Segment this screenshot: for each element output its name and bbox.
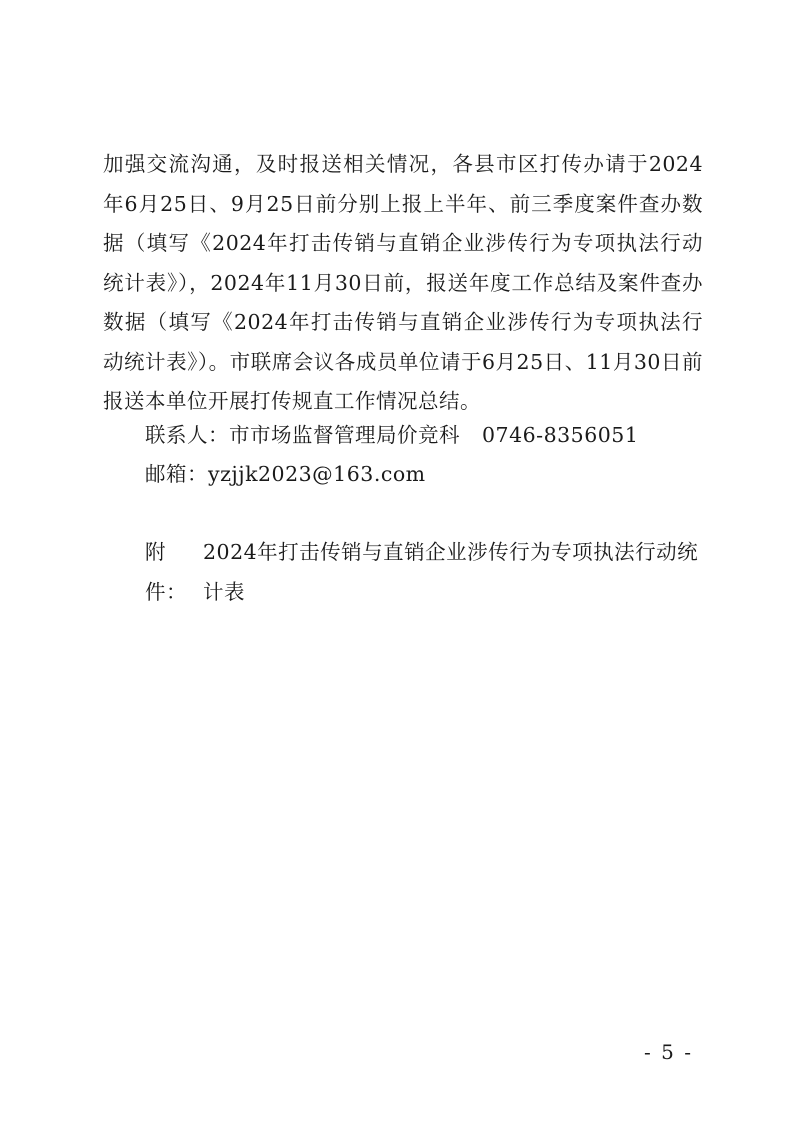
contact-department: 市市场监督管理局价竞科 bbox=[229, 423, 460, 447]
contact-label: 联系人： bbox=[145, 423, 229, 447]
contact-line bbox=[145, 420, 638, 450]
attachment-block bbox=[145, 532, 705, 612]
email-address: yzjjk2023@163.com bbox=[208, 462, 426, 486]
body-paragraph: 加强交流沟通，及时报送相关情况，各县市区打传办请于2024年6月25日、9月25日前分别上报上半年、前三季度案件查办数据（填写《2024年打击传销与直销企业涉传行为专项执法行动统计表》），2024年11月30日前，报送年度工作总结及案件查办数据（填写《2024年打击传销与直销企业涉传行为专项执法行动统计表》）。市联席会议各成员单位请于6月25日、11月30日前报送本单位开展打传规直工作情况总结。 bbox=[103, 152, 703, 413]
contact-phone: 0746-8356051 bbox=[482, 423, 639, 447]
email-line bbox=[145, 459, 426, 489]
page-number: - 5 - bbox=[644, 1040, 693, 1064]
email-label: 邮箱： bbox=[145, 462, 208, 486]
attachment-label: 附件： bbox=[145, 540, 187, 604]
attachment-title: 2024年打击传销与直销企业涉传行为专项执法行动统计表 bbox=[203, 540, 699, 604]
